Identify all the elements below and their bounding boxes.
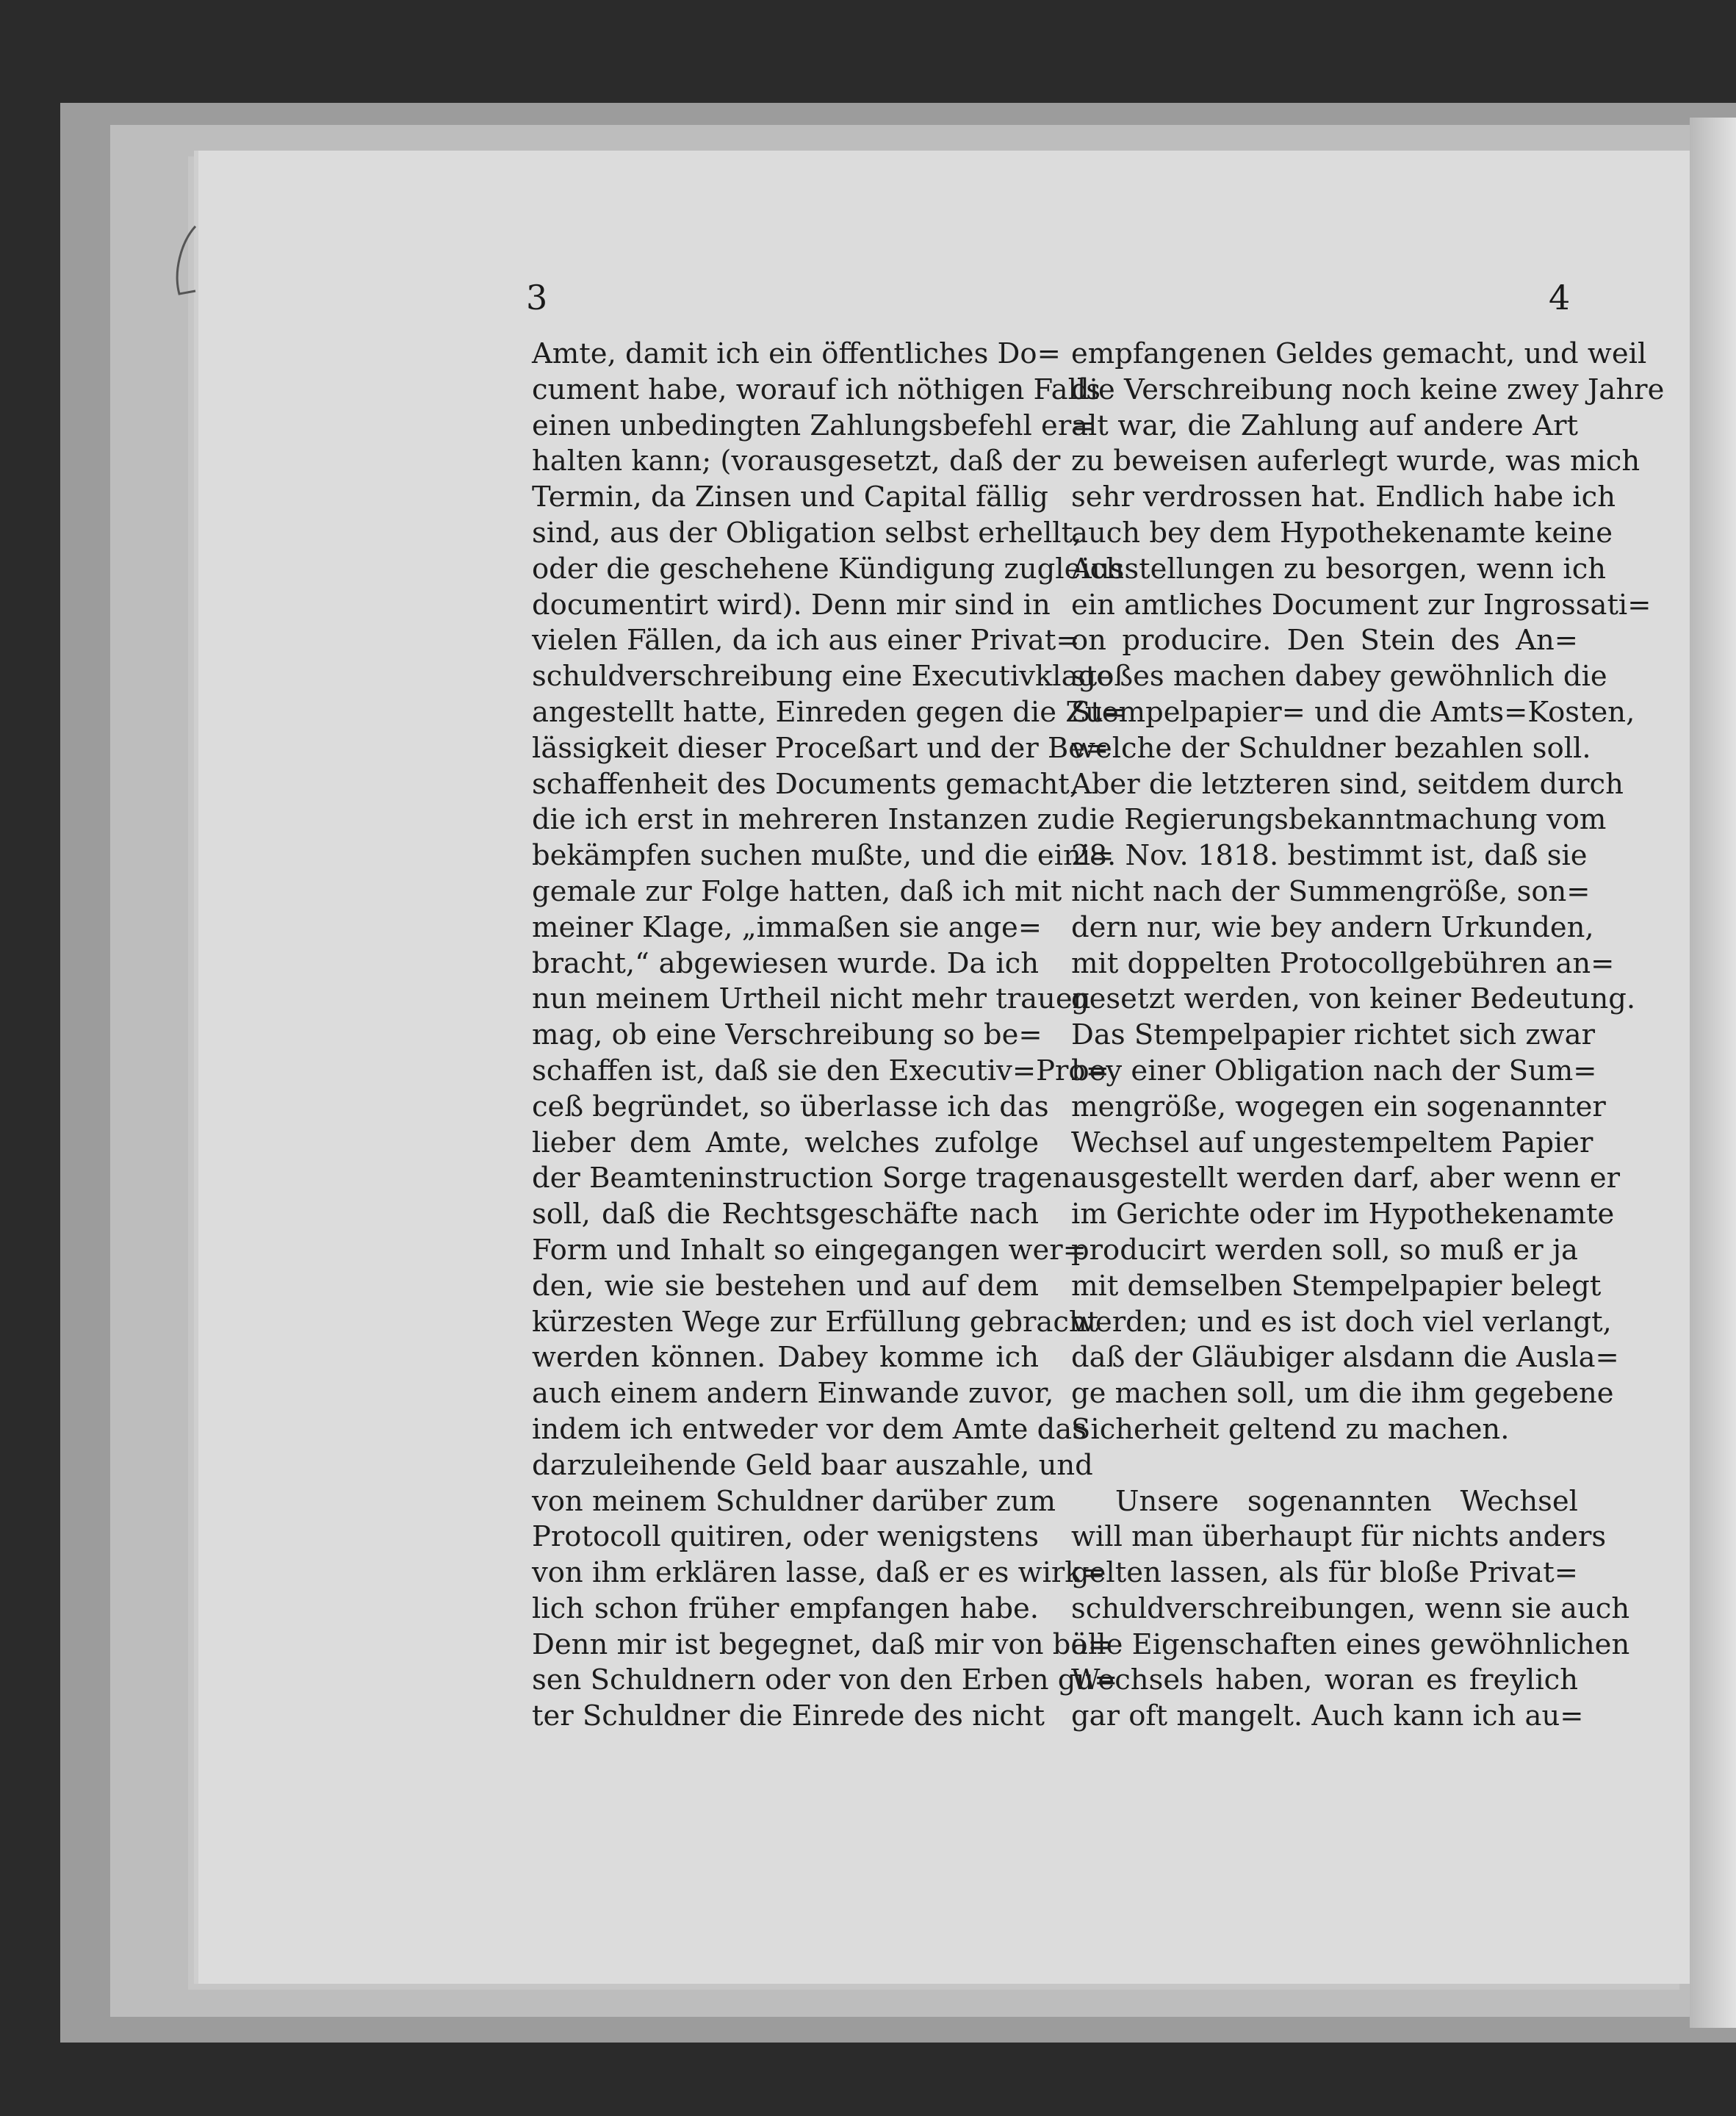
text-line: empfangenen Geldes gemacht, und weil <box>1071 337 1647 370</box>
page-number-right: 4 <box>1549 278 1571 317</box>
text-line: bey einer Obligation nach der Sum= <box>1071 1054 1597 1087</box>
text-line: alt war, die Zahlung auf andere Art <box>1071 409 1578 442</box>
text-line: Unsere sogenannten Wechsel <box>1115 1484 1578 1518</box>
text-line: werden können. Dabey komme ich <box>532 1341 1039 1375</box>
right-column-text <box>1071 337 1665 1735</box>
text-line: sehr verdrossen hat. Endlich habe ich <box>1071 481 1616 514</box>
text-line: die Regierungsbekanntmachung vom <box>1071 803 1607 837</box>
text-line: oder die geschehene Kündigung zugleich <box>532 552 1125 586</box>
text-line: gesetzt werden, von keiner Bedeutung. <box>1071 982 1636 1016</box>
text-line: on producire. Den Stein des An= <box>1071 624 1578 658</box>
text-line: bekämpfen suchen mußte, und die eini= <box>532 839 1114 873</box>
text-line: von ihm erklären lasse, daß er es wirk= <box>532 1556 1106 1590</box>
text-line: Denn mir ist begegnet, daß mir von bö= <box>532 1627 1112 1661</box>
text-line: ge machen soll, um die ihm gegebene <box>1071 1377 1614 1411</box>
text-line: Ausstellungen zu besorgen, wenn ich <box>1071 552 1607 586</box>
text-line: welche der Schuldner bezahlen soll. <box>1071 731 1591 765</box>
text-line: im Gerichte oder im Hypothekenamte <box>1071 1198 1615 1231</box>
text-line: zu beweisen auferlegt wurde, was mich <box>1071 445 1640 478</box>
text-line: der Beamteninstruction Sorge tragen <box>532 1162 1071 1195</box>
text-line: Stempelpapier= und die Amts=Kosten, <box>1071 695 1635 729</box>
text-line: alle Eigenschaften eines gewöhnlichen <box>1071 1627 1630 1661</box>
text-line: schuldverschreibung eine Executivklage <box>532 660 1113 694</box>
text-line: Termin, da Zinsen und Capital fällig <box>532 481 1048 514</box>
left-column-text <box>532 337 1128 1735</box>
text-line: producirt werden soll, so muß er ja <box>1071 1233 1578 1267</box>
text-line: dern nur, wie bey andern Urkunden, <box>1071 910 1594 944</box>
text-line: vielen Fällen, da ich aus einer Privat= <box>532 624 1080 658</box>
text-line: schuldverschreibungen, wenn sie auch <box>1071 1591 1630 1625</box>
text-line: mengröße, wogegen ein sogenannter <box>1071 1090 1606 1123</box>
text-line: von meinem Schuldner darüber zum <box>532 1484 1056 1518</box>
text-line: Aber die letzteren sind, seitdem durch <box>1071 767 1624 801</box>
text-line: ausgestellt werden darf, aber wenn er <box>1071 1162 1621 1195</box>
text-line: gemale zur Folge hatten, daß ich mit <box>532 874 1062 908</box>
text-line: auch bey dem Hypothekenamte keine <box>1071 516 1613 550</box>
text-line: werden; und es ist doch viel verlangt, <box>1071 1305 1612 1339</box>
text-line: Amte, damit ich ein öffentliches Do= <box>532 337 1061 370</box>
paragraph-gap <box>1071 1448 1578 1484</box>
text-line: Protocoll quitiren, oder wenigstens <box>532 1520 1039 1554</box>
text-line: bracht,“ abgewiesen wurde. Da ich <box>532 946 1039 980</box>
text-line: soll, daß die Rechtsgeschäfte nach <box>532 1198 1039 1231</box>
text-line: meiner Klage, „immaßen sie ange= <box>532 910 1042 944</box>
text-line: Wechsels haben, woran es freylich <box>1071 1663 1578 1697</box>
text-line: stoßes machen dabey gewöhnlich die <box>1071 660 1607 694</box>
text-line: will man überhaupt für nichts anders <box>1071 1520 1607 1554</box>
text-line: gar oft mangelt. Auch kann ich au= <box>1071 1699 1584 1733</box>
text-line: Sicherheit geltend zu machen. <box>1071 1412 1510 1446</box>
text-line: lässigkeit dieser Proceßart und der Be= <box>532 731 1109 765</box>
text-line: Form und Inhalt so eingegangen wer= <box>532 1233 1087 1267</box>
text-line: angestellt hatte, Einreden gegen die Zu= <box>532 695 1128 729</box>
text-line: sen Schuldnern oder von den Erben gu= <box>532 1663 1118 1697</box>
text-line: gelten lassen, als für bloße Privat= <box>1071 1556 1578 1590</box>
text-line: einen unbedingten Zahlungsbefehl er= <box>532 409 1095 442</box>
text-line: 28. Nov. 1818. bestimmt ist, daß sie <box>1071 839 1588 873</box>
text-line: Wechsel auf ungestempeltem Papier <box>1071 1126 1593 1159</box>
text-line: die ich erst in mehreren Instanzen zu <box>532 803 1070 837</box>
text-line: ter Schuldner die Einrede des nicht <box>532 1699 1045 1733</box>
text-line: schaffen ist, daß sie den Executiv=Pro= <box>532 1054 1109 1087</box>
facing-page-edge <box>1690 118 1736 2028</box>
text-line: den, wie sie bestehen und auf dem <box>532 1269 1039 1303</box>
text-line: darzuleihende Geld baar auszahle, und <box>532 1448 1093 1482</box>
text-line: mit doppelten Protocollgebühren an= <box>1071 946 1615 980</box>
page-number-left: 3 <box>526 278 548 317</box>
pencil-margin-mark <box>166 220 210 301</box>
text-line: indem ich entweder vor dem Amte das <box>532 1412 1087 1446</box>
text-line: lieber dem Amte, welches zufolge <box>532 1126 1039 1159</box>
text-line: auch einem andern Einwande zuvor, <box>532 1377 1054 1411</box>
text-line: nicht nach der Summengröße, son= <box>1071 874 1591 908</box>
text-line: mag, ob eine Verschreibung so be= <box>532 1018 1042 1052</box>
text-line: daß der Gläubiger alsdann die Ausla= <box>1071 1341 1619 1375</box>
text-line: lich schon früher empfangen habe. <box>532 1591 1039 1625</box>
text-line: mit demselben Stempelpapier belegt <box>1071 1269 1602 1303</box>
text-line: schaffenheit des Documents gemacht, <box>532 767 1078 801</box>
text-line: sind, aus der Obligation selbst erhellt, <box>532 516 1082 550</box>
text-line: die Verschreibung noch keine zwey Jahre <box>1071 373 1665 406</box>
text-line: cument habe, worauf ich nöthigen Falls <box>532 373 1101 406</box>
text-line: ein amtliches Document zur Ingrossati= <box>1071 588 1652 622</box>
text-line: kürzesten Wege zur Erfüllung gebracht <box>532 1305 1099 1339</box>
text-line: halten kann; (vorausgesetzt, daß der <box>532 445 1061 478</box>
text-line: documentirt wird). Denn mir sind in <box>532 588 1051 622</box>
text-line: nun meinem Urtheil nicht mehr trauen <box>532 982 1091 1016</box>
text-line: ceß begründet, so überlasse ich das <box>532 1090 1049 1123</box>
text-line: Das Stempelpapier richtet sich zwar <box>1071 1018 1595 1052</box>
